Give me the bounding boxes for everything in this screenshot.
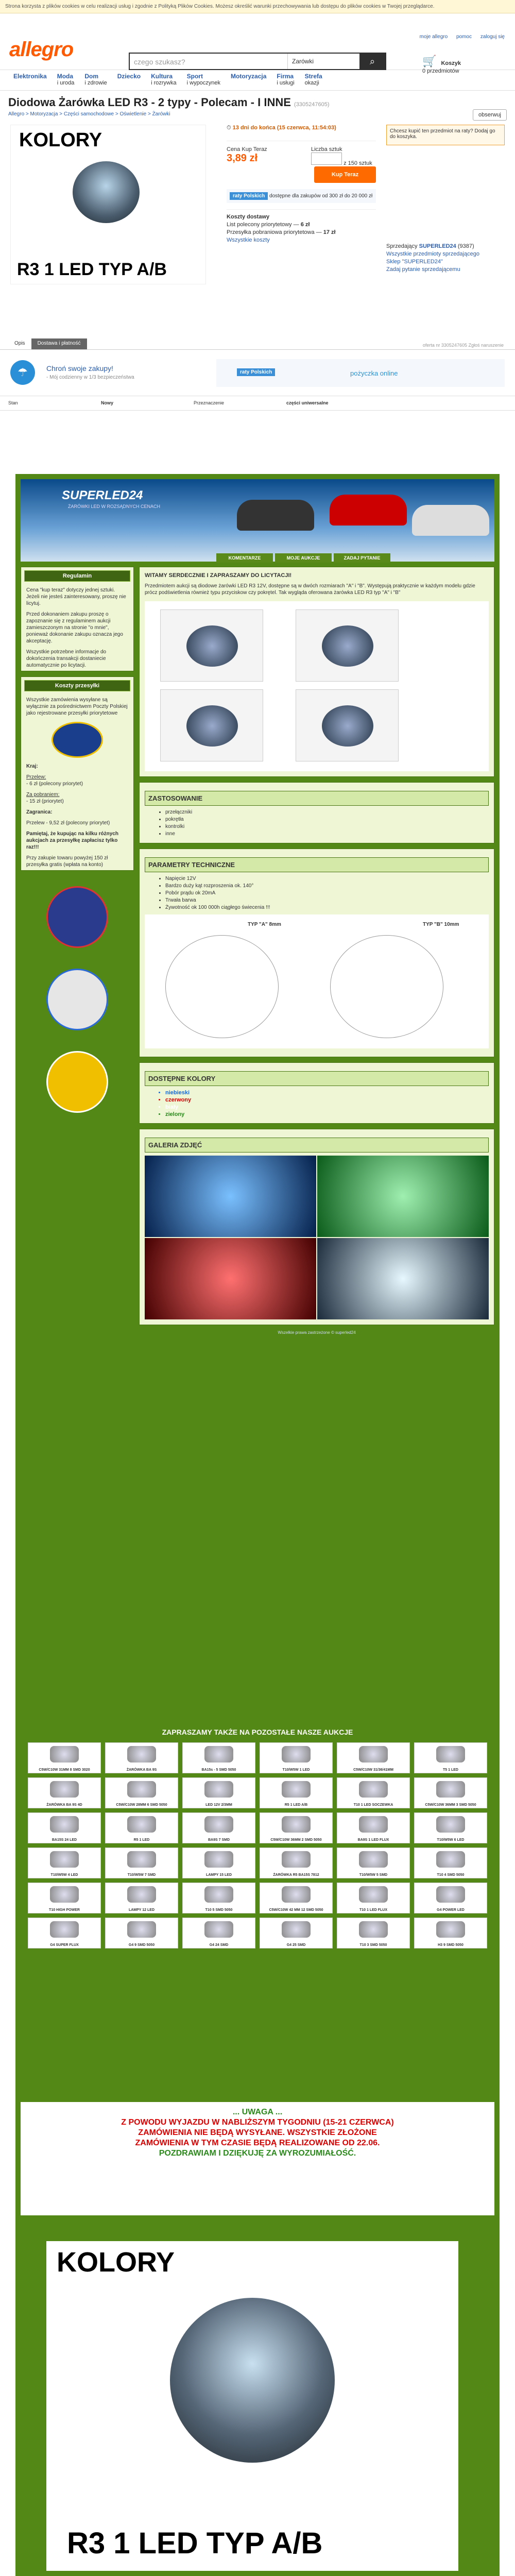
- product-tile[interactable]: [105, 1742, 178, 1773]
- product-tile[interactable]: [182, 1812, 255, 1843]
- product-thumb: [50, 1781, 79, 1798]
- product-label: C5W/C10W 31MM 8 SMD 3020: [39, 1768, 90, 1772]
- product-thumb: [282, 1886, 311, 1903]
- kolory-box: DOSTĘPNE KOLORY • niebieski • czerwony • biały • zielony: [139, 1062, 494, 1124]
- product-label: LED 12V 2/3MM: [205, 1803, 232, 1807]
- product-label: LAMPY 12 LED: [128, 1908, 155, 1912]
- nav-moje-aukcje[interactable]: MOJE AUKCJE: [275, 553, 332, 563]
- product-tile[interactable]: [105, 1777, 178, 1808]
- shipping-more-link[interactable]: Wszystkie koszty: [227, 237, 270, 243]
- product-label: T10 HIGH POWER: [49, 1908, 80, 1912]
- header: [0, 13, 515, 74]
- product-thumb: [436, 1781, 465, 1798]
- product-label: T10 1 LED SOCZEWKA: [353, 1803, 393, 1807]
- product-tile[interactable]: [414, 1812, 487, 1843]
- product-tile[interactable]: [260, 1742, 333, 1773]
- nav-dziecko[interactable]: Dziecko: [117, 73, 141, 80]
- top-links: [413, 34, 505, 40]
- product-image[interactable]: [10, 125, 206, 284]
- link-pomoc[interactable]: pomoc: [456, 34, 472, 40]
- koszty-box: Koszty przesyłki Wszystkie zamówienia wysyłane są wyłącznie za pośrednictwem Poczty Polskiej jako rejestrowane przesyłki priorytetowe Kraj: Przelew: - 6 zł (polecony priorytet) Za pobraniem: - 15 zł (priorytet) Zagranica: Przelew - 9,52 zł (polecony priorytet) Pamiętaj, że kupując na kilku różnych aukcjach za przesyłkę zapłacisz tylko raz!!! Przy zakupie towaru powyżej 150 zł przesyłka gratis (wpłata na konto): [21, 676, 134, 871]
- cart[interactable]: [422, 55, 461, 74]
- product-tile[interactable]: [105, 1812, 178, 1843]
- product-label: ŻARÓWKA BA 9S: [126, 1768, 157, 1772]
- umbrella-icon: ☂: [10, 360, 35, 385]
- qty-label: Liczba sztuk: [311, 146, 342, 152]
- nav-zadaj-pytanie[interactable]: ZADAJ PYTANIE: [334, 553, 390, 563]
- breadcrumb[interactable]: Allegro > Motoryzacja > Części samochodowe > Oświetlenie > Żarówki: [8, 111, 170, 117]
- product-label: R5 1 LED A/B: [284, 1803, 308, 1807]
- product-tile[interactable]: [182, 1883, 255, 1913]
- cart-count: 0 przedmiotów: [422, 68, 459, 74]
- quality-badge: [46, 969, 108, 1030]
- search-button[interactable]: [359, 54, 385, 69]
- offer-number: oferta nr 3305247605 Zgłoś naruszenie: [422, 343, 504, 348]
- seller-box: Sprzedający SUPERLED24 (9387) Wszystkie przedmioty sprzedającego Sklep "SUPERLED24" Zadaj pytanie sprzedającemu: [386, 243, 505, 273]
- seller-items-link[interactable]: Wszystkie przedmioty sprzedającego: [386, 251, 479, 257]
- product-label: T10 3 SMD 5050: [359, 1943, 387, 1947]
- shop-banner: SUPERLED24 ŻARÓWKI LED W ROZSĄDNYCH CENACH KOMENTARZE MOJE AUKCJE ZADAJ PYTANIE: [21, 479, 494, 562]
- product-thumb: [436, 1921, 465, 1938]
- gallery-photo-red[interactable]: [145, 1238, 316, 1319]
- product-tile[interactable]: [182, 1777, 255, 1808]
- product-tile[interactable]: [182, 1742, 255, 1773]
- product-label: ŻARÓWKA R5 BA15S 7812: [273, 1873, 319, 1877]
- product-tile[interactable]: [105, 1883, 178, 1913]
- product-thumb: [359, 1921, 388, 1938]
- product-label: T5 1 LED: [443, 1768, 458, 1772]
- nav-dom[interactable]: Dom i zdrowie: [84, 73, 107, 86]
- product-label: H3 9 SMD 5050: [438, 1943, 464, 1947]
- product-thumb: [127, 1851, 156, 1868]
- product-photo: [160, 689, 263, 761]
- product-thumb: [127, 1886, 156, 1903]
- product-label: T10/W5W 7 SMD: [127, 1873, 156, 1877]
- product-label: G4 SUPER FLUX: [50, 1943, 79, 1947]
- product-tile[interactable]: [337, 1777, 410, 1808]
- product-thumb: [204, 1746, 233, 1762]
- offer-tabs: [0, 338, 515, 350]
- product-tile[interactable]: [260, 1812, 333, 1843]
- cookie-text: Strona korzysta z plików cookies w celu realizacji usług i zgodnie z Polityką Plików Cookies. Możesz określić warunki przechowywania lub dostępu do plików cookies w Twojej przeglądarce.: [5, 4, 435, 9]
- product-thumb: [282, 1746, 311, 1762]
- product-label: C5W/C10W 36MM 3 SMD 5050: [425, 1803, 476, 1807]
- nav-strefa[interactable]: Strefa okazji: [304, 73, 322, 86]
- product-thumb: [359, 1816, 388, 1833]
- product-photo: [296, 689, 399, 761]
- product-grid: [21, 1736, 494, 1955]
- allegro-logo[interactable]: allegro: [9, 38, 74, 61]
- time-left: 13 dni do końca (15 czerwca, 11:54:03): [232, 125, 336, 131]
- offer-panel: [227, 125, 376, 245]
- product-label: BA9S 1 LED FLUX: [357, 1838, 389, 1842]
- product-thumb: [359, 1851, 388, 1868]
- product-tile[interactable]: [260, 1848, 333, 1878]
- nav-firma[interactable]: Firma i usługi: [277, 73, 295, 86]
- cart-icon: 🛒: [422, 55, 437, 67]
- galeria-box: GALERIA ZDJĘĆ: [139, 1129, 494, 1325]
- product-label: G4 25 SMD: [286, 1943, 306, 1947]
- raty-tip: Chcesz kupić ten przedmiot na raty? Dodaj go do koszyka.: [386, 125, 505, 145]
- product-thumb: [282, 1921, 311, 1938]
- product-tile[interactable]: [105, 1918, 178, 1948]
- product-tile[interactable]: [337, 1883, 410, 1913]
- offer-main: [0, 122, 515, 333]
- product-label: T10/W5W 6 LED: [437, 1838, 465, 1842]
- product-tile[interactable]: [260, 1918, 333, 1948]
- shop-logo: SUPERLED24: [62, 488, 143, 502]
- tab-opis[interactable]: Opis: [14, 341, 25, 346]
- product-thumb: [359, 1746, 388, 1762]
- product-thumb: [204, 1816, 233, 1833]
- car-image: [237, 500, 314, 531]
- product-thumb: [50, 1816, 79, 1833]
- product-label: T10/W5W 1 LED: [282, 1768, 310, 1772]
- product-label: BA15s - 5 SMD 5050: [201, 1768, 236, 1772]
- product-thumb: [436, 1746, 465, 1762]
- product-label: T10 4 SMD 5050: [437, 1873, 465, 1877]
- product-label: G4 24 SMD: [209, 1943, 229, 1947]
- product-photo: [160, 609, 263, 682]
- shipping-label: Koszty dostawy: [227, 214, 270, 220]
- product-thumb: [50, 1886, 79, 1903]
- seller-shop-link[interactable]: Sklep "SUPERLED24": [386, 259, 443, 265]
- product-thumb: [359, 1781, 388, 1798]
- price-label: Cena Kup Teraz: [227, 146, 267, 152]
- raty-box: raty Polskich dostępne dla zakupów od 300 zł do 20 000 zł: [227, 189, 376, 203]
- product-label: G4 POWER LED: [437, 1908, 465, 1912]
- regulamin-box: Regulamin Cena "kup teraz" dotyczy jednej sztuki. Jeżeli nie jesteś zainteresowany, proszę nie licytuj. Przed dokonaniem zakupu proszę o zapoznanie się z regulaminem aukcji zamieszczonym na stronie "o mnie", ponieważ dokonanie zakupu oznacza jego akceptację. Wszystkie potrzebne informacje do dokończenia transakcji dostaniecie automatycznie po licytacji.: [21, 567, 134, 671]
- product-label: LAMPY 15 LED: [205, 1873, 232, 1877]
- zastosowanie-box: ZASTOSOWANIE • przełączniki • pokrętła • kontrolki • inne: [139, 782, 494, 843]
- product-tile[interactable]: [414, 1883, 487, 1913]
- product-thumb: [436, 1816, 465, 1833]
- side-panel: [386, 125, 505, 274]
- nav-kultura[interactable]: Kultura i rozrywka: [151, 73, 177, 86]
- qty-input[interactable]: [311, 152, 342, 165]
- promo-title[interactable]: Chroń swoje zakupy!: [46, 364, 113, 372]
- product-label: C5W/C10W 31/36/41MM: [353, 1768, 393, 1772]
- product-tile[interactable]: [414, 1777, 487, 1808]
- product-label: BA9S 7 SMD: [208, 1838, 230, 1842]
- product-tile[interactable]: [337, 1918, 410, 1948]
- nav-sport[interactable]: Sport i wypoczynek: [186, 73, 221, 86]
- 24h-badge: [46, 1051, 108, 1113]
- product-tile[interactable]: [182, 1918, 255, 1948]
- cart-label: Koszyk: [441, 60, 461, 66]
- product-tile[interactable]: [182, 1848, 255, 1878]
- gallery-photo-blue[interactable]: [145, 1156, 316, 1237]
- shop-nav: [216, 553, 392, 563]
- product-thumb: [282, 1851, 311, 1868]
- product-thumb: [204, 1921, 233, 1938]
- product-label: T10 5 SMD 5050: [205, 1908, 233, 1912]
- product-label: G4 9 SMD 5050: [128, 1943, 155, 1947]
- raty-logo[interactable]: raty Polskich: [230, 192, 268, 200]
- product-label: ŻARÓWKA BA 9S 4D: [46, 1803, 82, 1807]
- product-label: T10/W5W 5 SMD: [359, 1873, 388, 1877]
- product-tile[interactable]: [28, 1812, 101, 1843]
- info-table: Stan Nowy Przeznaczenie części uniwersalne: [0, 396, 515, 411]
- price: 3,89 zł: [227, 152, 258, 164]
- product-tile[interactable]: [337, 1848, 410, 1878]
- copyright: Wszelkie prawa zastrzeżone © superled24: [278, 1330, 356, 1335]
- intro-box: WITAMY SERDECZNIE I ZAPRASZAMY DO LICYTACJI! Przedmiotem aukcji są diodowe żarówki LED R3 12V, dostępne są w dwóch rozmiarach "A" i "B". Występują praktycznie w każdym modelu gdzie prócz podświetlenia również typu przyciskow czy pokrętel. Tak wygląda oferowana żarówka LED R3 typ "A" i "B": [139, 567, 494, 777]
- product-tile[interactable]: [414, 1918, 487, 1948]
- product-thumb: [127, 1816, 156, 1833]
- offer-id: (3305247605): [294, 101, 330, 108]
- product-tile[interactable]: [105, 1848, 178, 1878]
- product-thumb: [127, 1746, 156, 1762]
- buy-now-button[interactable]: Kup Teraz: [314, 166, 376, 183]
- ask-seller-link[interactable]: Zadaj pytanie sprzedającemu: [386, 266, 460, 273]
- seller-name[interactable]: SUPERLED24: [419, 243, 456, 249]
- product-label: C5W/C10W 36MM 2 SMD 5050: [270, 1838, 322, 1842]
- product-thumb: [282, 1781, 311, 1798]
- nav-elektronika[interactable]: Elektronika: [13, 73, 47, 80]
- bulb-image: [73, 161, 140, 223]
- product-tile[interactable]: [414, 1848, 487, 1878]
- observe-button[interactable]: obserwuj: [473, 109, 507, 121]
- product-thumb: [50, 1921, 79, 1938]
- right-column: [139, 567, 494, 1335]
- raty-banner[interactable]: raty Polskich pożyczka online: [216, 359, 505, 387]
- search-bar: [129, 53, 386, 70]
- car-image: [330, 495, 407, 526]
- product-tile[interactable]: [337, 1812, 410, 1843]
- link-zaloguj[interactable]: zaloguj się: [480, 34, 505, 40]
- product-thumb: [50, 1851, 79, 1868]
- product-label: T10 1 LED FLUX: [359, 1908, 388, 1912]
- image-text-r3: R3 1 LED TYP A/B: [17, 260, 167, 279]
- product-thumb: [127, 1781, 156, 1798]
- car-image: [412, 505, 489, 536]
- product-thumb: [282, 1816, 311, 1833]
- parametry-box: PARAMETRY TECHNICZNE • Napięcie 12V • Bardzo duży kąt rozproszenia ok. 140° • Pobór prądu ok 20mA • Trwała barwa • Żywotność ok 100 000h ciągłego świecenia !!! TYP "A" 8mm TYP "B" 10mm: [139, 849, 494, 1057]
- product-thumb: [127, 1921, 156, 1938]
- technical-drawing: TYP "A" 8mm TYP "B" 10mm: [145, 914, 489, 1048]
- product-tile[interactable]: [28, 1848, 101, 1878]
- product-label: C5W/C10W 28MM 6 SMD 5050: [116, 1803, 167, 1807]
- bulb-image-large: [170, 2298, 335, 2463]
- product-tile[interactable]: [337, 1742, 410, 1773]
- left-column: [21, 567, 134, 1113]
- product-thumb: [204, 1851, 233, 1868]
- big-product-image: KOLORY R3 1 LED TYP A/B: [46, 2241, 458, 2571]
- product-thumb: [204, 1886, 233, 1903]
- description: [15, 474, 500, 2576]
- product-tile[interactable]: [414, 1742, 487, 1773]
- search-icon: ⌕: [369, 56, 375, 66]
- nav-motoryzacja[interactable]: Motoryzacja: [231, 73, 267, 80]
- product-thumb: [50, 1746, 79, 1762]
- qty-available: z 150 sztuk: [344, 160, 372, 166]
- nav-moda[interactable]: Moda i uroda: [57, 73, 75, 86]
- page-title: Diodowa Żarówka LED R3 - 2 typy - Polecam - I INNE (3305247605): [8, 96, 330, 109]
- cookie-banner: [0, 0, 515, 13]
- product-label: T10/W5W 4 LED: [50, 1873, 78, 1877]
- search-category-select[interactable]: Zarówki: [287, 54, 359, 69]
- product-thumb: [359, 1886, 388, 1903]
- product-thumb: [436, 1851, 465, 1868]
- super-cena-badge: [46, 886, 108, 948]
- product-tile[interactable]: [260, 1777, 333, 1808]
- other-auctions: ZAPRASZAMY TAKŻE NA POZOSTAŁE NASZE AUKCJE C5W/C10W 31MM 8 SMD 3020 ŻARÓWKA BA 9S BA15s - 5 SMD 5050 T10/W5W 1 LED C5W/C10W 31/36/41MM T5 1 LED ŻARÓWKA BA 9S 4D C5W/C10W 28MM 6 SMD 5050 LED 12V 2/3MM R5 1 LED A/B T10 1 LED SOCZEWKA C5W/C10W 36MM 3 SMD 5050 BA15S 24 LED R5 1 LED BA9S 7 SMD C5W/C10W 36MM 2 SMD 5050 BA9S 1 LED FLUX T10/W5W 6 LED T10/W5W 4 LED T10/W5W 7 SMD LAMPY 15 LED ŻARÓWKA R5 BA15S 7812 T10/W5W 5 SMD T10 4 SMD 5050 T10 HIGH POWER LAMPY 12 LED T10 5 SMD 5050 C5W/C10W 42 MM 12 SMD 5050 T10 1 LED FLUX G4 POWER LED G4 SUPER FLUX G4 9 SMD 5050 G4 24 SMD G4 25 SMD T10 3 SMD 5050 H3 9 SMD 5050: [21, 1721, 494, 2102]
- nav-komentarze[interactable]: KOMENTARZE: [216, 553, 273, 563]
- tab-dostawa[interactable]: Dostawa i płatność: [31, 338, 87, 349]
- product-label: C5W/C10W 42 MM 12 SMD 5050: [269, 1908, 323, 1912]
- product-tile[interactable]: [28, 1918, 101, 1948]
- product-tile[interactable]: [28, 1742, 101, 1773]
- link-moje-allegro[interactable]: moje allegro: [419, 34, 448, 40]
- product-tile[interactable]: [28, 1883, 101, 1913]
- poczta-polska-logo: [52, 722, 103, 758]
- promo-strip: [0, 350, 515, 396]
- gallery-photo-green[interactable]: [317, 1156, 489, 1237]
- product-thumb: [204, 1781, 233, 1798]
- shipping: Koszty dostawy List polecony priorytetowy — 6 zł Przesyłka pobraniowa priorytetowa — 17 zł Wszystkie koszty: [227, 209, 376, 243]
- image-text-kolory: KOLORY: [19, 129, 102, 151]
- product-label: R5 1 LED: [133, 1838, 150, 1842]
- gallery-photo-white[interactable]: [317, 1238, 489, 1319]
- clock-icon: ⏱: [227, 125, 233, 131]
- search-input[interactable]: czego szukasz?: [134, 58, 185, 66]
- product-thumb: [436, 1886, 465, 1903]
- notice: ... UWAGA ... Z POWODU WYJAZDU W NABLIŻSZYM TYGODNIU (15-21 CZERWCA) ZAMÓWIENIA NIE BĘDĄ WYSYŁANE. WSZYSTKIE ZŁOŻONE ZAMÓWIENIA W TYM CZASIE BĘDĄ REALIZOWANE OD 22.06. POZDRAWIAM I DZIĘKUJĘ ZA WYROZUMIAŁOŚĆ.: [21, 2102, 494, 2215]
- product-photo: [296, 609, 399, 682]
- title-bar: [0, 91, 515, 122]
- product-tile[interactable]: [260, 1883, 333, 1913]
- product-label: BA15S 24 LED: [52, 1838, 77, 1842]
- product-tile[interactable]: [28, 1777, 101, 1808]
- promo-sub: - Mój codzienny w 1/3 bezpieczeństwa: [46, 375, 134, 380]
